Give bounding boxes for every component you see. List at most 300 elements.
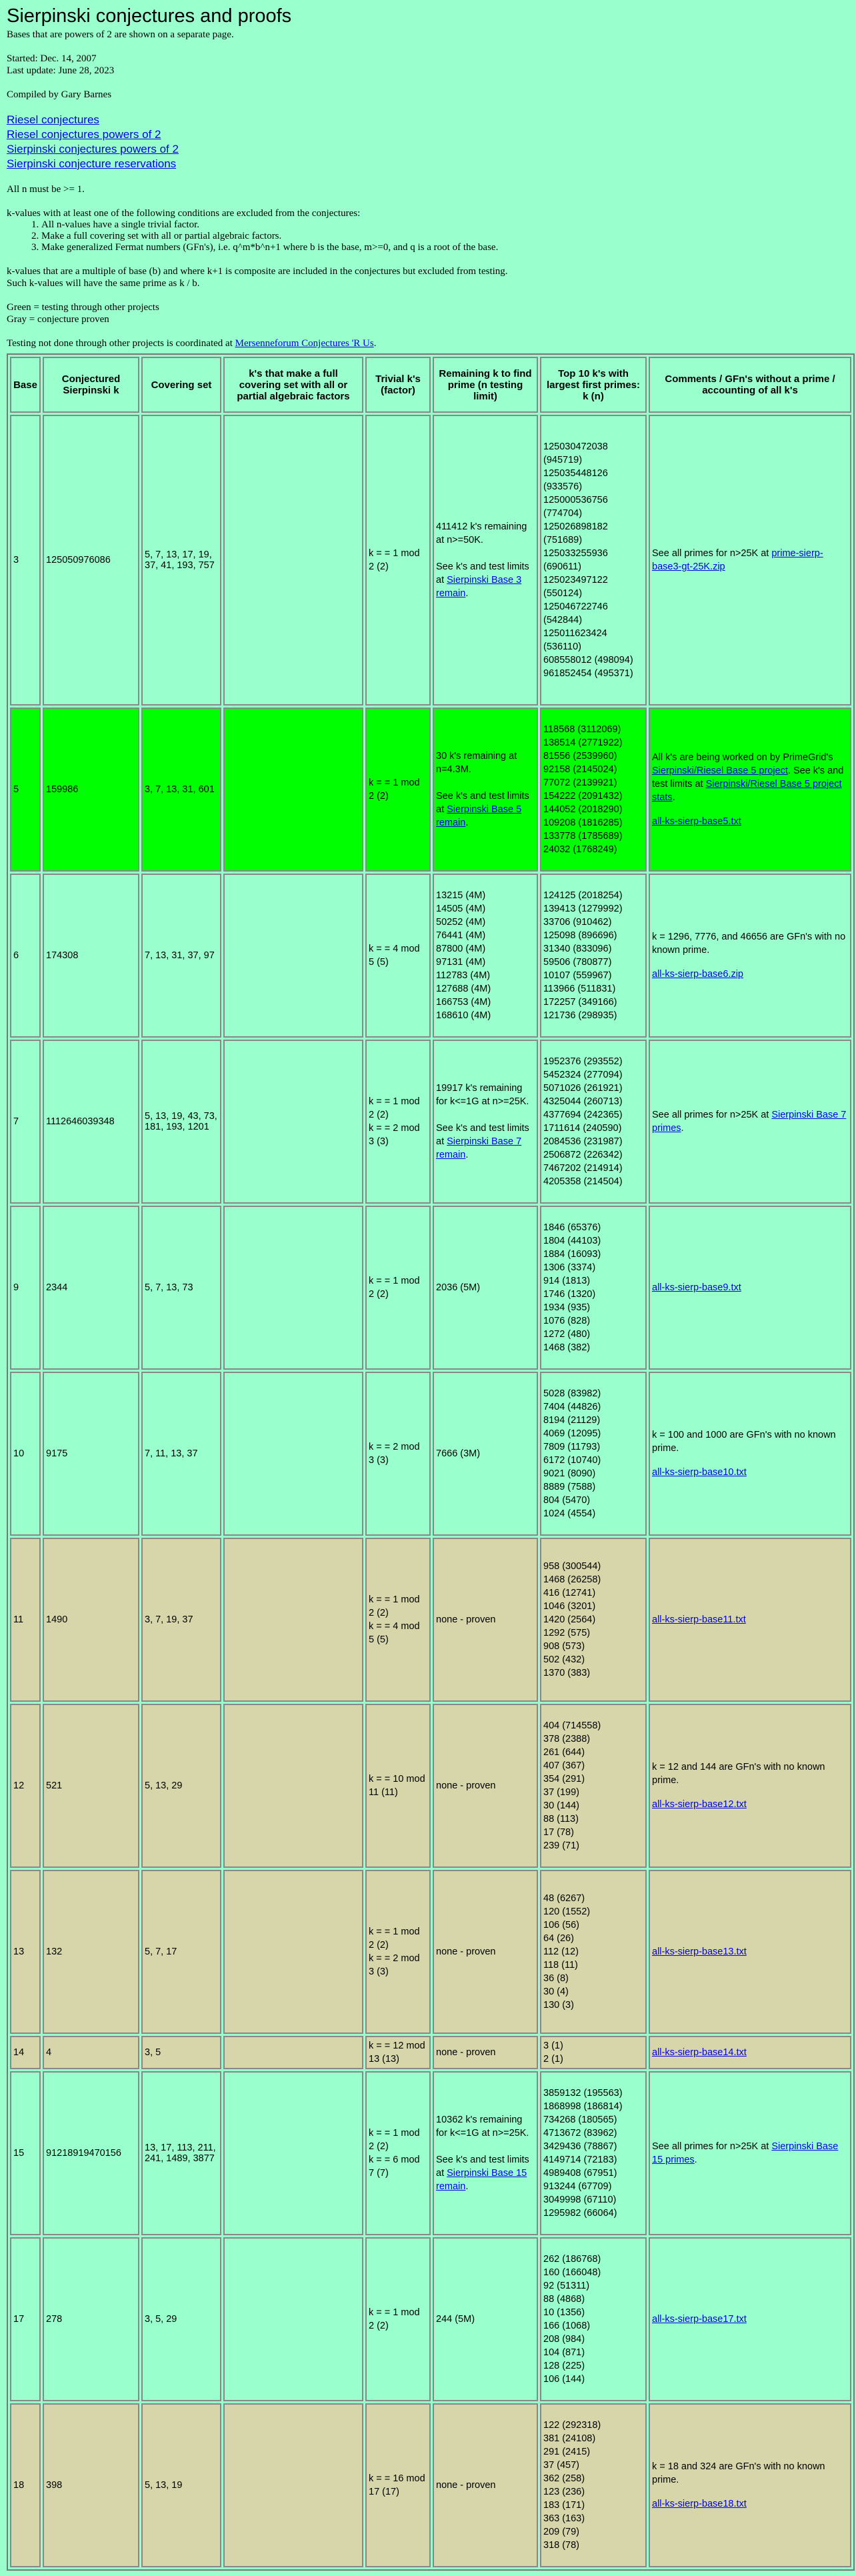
top-prime: 354 (291) — [543, 1774, 585, 1784]
top-prime: 125033255936 (690611) — [543, 548, 608, 572]
top-prime: 125030472038 (945719) — [543, 441, 608, 465]
top-prime: 1934 (935) — [543, 1302, 591, 1313]
trivial-k: k = = 1 mod 2 (2) — [369, 2307, 420, 2331]
trivial-k: k = = 6 mod 7 (7) — [369, 2155, 420, 2179]
comment-prefix: See all primes for n>25K at — [652, 548, 772, 559]
algebraic-ks-cell — [223, 1372, 363, 1536]
top-prime: 30 (144) — [543, 1800, 580, 1811]
nav-links — [7, 113, 849, 171]
trivial-ks-cell — [365, 2036, 431, 2069]
covering-set-cell: 3, 7, 13, 31, 601 — [141, 708, 221, 872]
trivial-k: k = = 1 mod 2 (2) — [369, 1096, 420, 1120]
top-prime: 1746 (1320) — [543, 1289, 596, 1300]
top-prime: 166 (1068) — [543, 2321, 591, 2331]
subtitle: Bases that are powers of 2 are shown on a separate page. — [7, 29, 234, 40]
top-prime: 3049998 (67110) — [543, 2195, 617, 2205]
top-prime: 262 (186768) — [543, 2254, 601, 2265]
top-prime: 9021 (8090) — [543, 1468, 596, 1479]
comment-file — [652, 2313, 848, 2326]
top-prime: 59506 (780877) — [543, 957, 612, 968]
remaining-text: none - proven — [436, 2480, 496, 2491]
top-prime: 130 (3) — [543, 2000, 574, 2011]
top-prime: 120 (1552) — [543, 1906, 591, 1917]
top-prime: 106 (56) — [543, 1920, 580, 1930]
top-prime: 31340 (833096) — [543, 944, 612, 954]
download-link[interactable]: all-ks-sierp-base12.txt — [652, 1799, 747, 1810]
top-prime: 363 (163) — [543, 2513, 585, 2524]
top-prime: 125026898182 (751689) — [543, 521, 608, 545]
comments-cell — [649, 2237, 851, 2401]
algebraic-ks-cell — [223, 2036, 363, 2069]
remaining-text: 30 k's remaining at n=4.3M. — [436, 751, 517, 775]
top-prime: 4149714 (72183) — [543, 2155, 617, 2165]
top-prime: 208 (984) — [543, 2334, 585, 2345]
trivial-k: k = = 4 mod 5 (5) — [369, 944, 420, 968]
base-cell: 18 — [10, 2403, 41, 2567]
top-prime: 1846 (65376) — [543, 1222, 601, 1233]
covering-set-cell: 13, 17, 113, 211, 241, 1489, 3877 — [141, 2071, 221, 2235]
top-10-cell — [540, 415, 647, 706]
top-prime: 92 (51311) — [543, 2281, 590, 2291]
table-row — [10, 1206, 851, 1370]
top-prime: 30 (4) — [543, 1987, 569, 1997]
remaining-k: 166753 (4M) — [436, 997, 491, 1008]
top-prime: 608558012 (498094) — [543, 655, 633, 666]
trivial-k: k = = 1 mod 2 (2) — [369, 548, 420, 572]
comment-text — [652, 547, 848, 573]
conjectured-k-cell: 9175 — [43, 1372, 139, 1536]
top-prime: 1292 (575) — [543, 1628, 591, 1638]
base-cell: 12 — [10, 1704, 41, 1868]
remaining-text: 2036 (5M) — [436, 1282, 481, 1293]
top-prime: 128 (225) — [543, 2361, 585, 2371]
top-prime: 3429436 (78867) — [543, 2141, 617, 2152]
comments-cell — [649, 874, 851, 1038]
top-prime: 961852454 (495371) — [543, 668, 633, 679]
base-cell: 7 — [10, 1040, 41, 1204]
remaining-link-text — [436, 790, 535, 830]
conjectured-k-cell: 125050976086 — [43, 415, 139, 706]
remaining-prefix: See k's and test limits at — [436, 1123, 529, 1147]
top-prime: 404 (714558) — [543, 1720, 601, 1731]
top-prime: 5452324 (277094) — [543, 1070, 623, 1080]
table-row — [10, 2237, 851, 2401]
exclusion-item: 1. All n-values have a single trivial factor. — [41, 219, 849, 231]
trivial-k: k = = 2 mod 3 (3) — [369, 1442, 420, 1466]
started-date: Started: Dec. 14, 2007 — [7, 53, 97, 64]
trivial-k: k = = 1 mod 2 (2) — [369, 778, 420, 802]
remaining-text: 7666 (3M) — [436, 1448, 481, 1459]
top-prime: 118568 (3112069) — [543, 724, 621, 735]
base-cell: 6 — [10, 874, 41, 1038]
top-prime: 64 (26) — [543, 1933, 574, 1944]
remaining-k: 112783 (4M) — [436, 970, 491, 981]
top-prime: 4325044 (260713) — [543, 1096, 623, 1107]
top-prime: 106 (144) — [543, 2374, 585, 2385]
comment-file — [652, 815, 848, 828]
remaining-suffix: . — [465, 588, 469, 599]
trivial-k: k = = 12 mod 13 (13) — [369, 2041, 425, 2065]
link-conjectures-r-us[interactable]: Mersenneforum Conjectures 'R Us — [235, 338, 374, 349]
top-prime: 1468 (26258) — [543, 1574, 601, 1585]
testing-note: Testing not done through other projects is coordinated at Mersenneforum Conjectures 'R Us. — [7, 338, 377, 349]
comments-cell — [649, 2071, 851, 2235]
comments-cell — [649, 708, 851, 872]
covering-set-cell: 7, 13, 31, 37, 97 — [141, 874, 221, 1038]
top-prime: 81556 (2539960) — [543, 751, 617, 762]
remaining-cell — [433, 2403, 538, 2567]
trivial-ks-cell — [365, 1538, 431, 1702]
top-prime: 144052 (2018290) — [543, 804, 623, 815]
top-prime: 125046722746 (542844) — [543, 601, 608, 625]
remaining-k: 76441 (4M) — [436, 930, 486, 941]
top-10-cell — [540, 1206, 647, 1370]
remaining-suffix: . — [465, 818, 469, 828]
download-link[interactable]: all-ks-sierp-base9.txt — [652, 1282, 741, 1293]
top-prime: 1295982 (66064) — [543, 2208, 617, 2219]
table-header-row — [10, 357, 851, 413]
top-prime: 4989408 (67951) — [543, 2168, 617, 2179]
multiple-note: k-values that are a multiple of base (b) and where k+1 is composite are included in the conjectures but excluded from testing. — [7, 266, 508, 277]
header-top-10: Top 10 k's with largest first primes: k (n) — [540, 357, 647, 413]
top-prime: 913244 (67709) — [543, 2181, 612, 2192]
exclusion-item: 3. Make generalized Fermat numbers (GFn's), i.e. q^m*b^n+1 where b is the base, m>=0, and q is a root of the base. — [41, 242, 849, 253]
comments-cell — [649, 1206, 851, 1370]
comment-file — [652, 1798, 848, 1811]
top-prime: 1884 (16093) — [543, 1249, 601, 1260]
table-row — [10, 1538, 851, 1702]
top-prime: 37 (457) — [543, 2460, 580, 2471]
remaining-text: none - proven — [436, 1947, 496, 1957]
covering-set-cell: 5, 13, 19 — [141, 2403, 221, 2567]
comment-text — [652, 751, 848, 804]
legend-gray: Gray = conjecture proven — [7, 314, 109, 325]
remaining-k: 50252 (4M) — [436, 917, 486, 928]
download-link[interactable]: all-ks-sierp-base10.txt — [652, 1467, 747, 1478]
remaining-link[interactable]: Sierpinski Base 3 remain — [436, 575, 522, 599]
remaining-link[interactable]: Sierpinski Base 15 remain — [436, 2168, 527, 2192]
top-prime: 113966 (511831) — [543, 984, 616, 994]
remaining-cell — [433, 1704, 538, 1868]
remaining-prefix: See k's and test limits at — [436, 791, 529, 815]
trivial-k: k = = 1 mod 2 (2) — [369, 2128, 420, 2152]
comments-cell — [649, 1538, 851, 1702]
link-sierpinski-reservations[interactable]: Sierpinski conjecture reservations — [7, 157, 177, 170]
top-prime: 125098 (896696) — [543, 930, 617, 941]
top-10-cell — [540, 2071, 647, 2235]
top-10-cell — [540, 874, 647, 1038]
remaining-k: 127688 (4M) — [436, 984, 491, 994]
download-link[interactable]: all-ks-sierp-base5.txt — [652, 816, 741, 827]
top-prime: 10 (1356) — [543, 2307, 585, 2318]
header-covering-set: Covering set — [141, 357, 221, 413]
comments-cell — [649, 1040, 851, 1204]
download-link[interactable]: all-ks-sierp-base17.txt — [652, 2314, 747, 2325]
download-link[interactable]: all-ks-sierp-base18.txt — [652, 2499, 747, 2509]
top-10-cell — [540, 1372, 647, 1536]
covering-set-cell: 3, 7, 19, 37 — [141, 1538, 221, 1702]
top-prime: 1046 (3201) — [543, 1601, 596, 1612]
top-prime: 7809 (11793) — [543, 1442, 601, 1452]
top-prime: 8194 (21129) — [543, 1415, 601, 1426]
remaining-link[interactable]: Sierpinski Base 7 remain — [436, 1136, 522, 1160]
remaining-cell — [433, 1372, 538, 1536]
comments-cell — [649, 2403, 851, 2567]
remaining-cell — [433, 874, 538, 1038]
remaining-cell — [433, 415, 538, 706]
comment-link[interactable]: Sierpinski Base 15 primes — [652, 2141, 839, 2165]
link-sierpinski-powers-of-2[interactable]: Sierpinski conjectures powers of 2 — [7, 143, 179, 155]
table-row — [10, 2403, 851, 2567]
top-prime: 1024 (4554) — [543, 1508, 596, 1519]
remaining-text: 244 (5M) — [436, 2314, 475, 2325]
link-riesel-conjectures[interactable]: Riesel conjectures — [7, 113, 99, 126]
header-comments: Comments / GFn's without a prime / accounting of all k's — [649, 357, 851, 413]
top-prime: 2 (1) — [543, 2054, 563, 2065]
comment-file — [652, 1613, 848, 1626]
exclusion-item: 2. Make a full covering set with all or partial algebraic factors. — [41, 231, 849, 242]
top-prime: 92158 (2145024) — [543, 764, 617, 775]
conjectured-k-cell: 91218919470156 — [43, 2071, 139, 2235]
trivial-k: k = = 1 mod 2 (2) — [369, 1276, 420, 1300]
top-prime: 10107 (559967) — [543, 970, 612, 981]
table-row — [10, 2071, 851, 2235]
top-prime: 318 (78) — [543, 2540, 580, 2551]
algebraic-ks-cell — [223, 1040, 363, 1204]
remaining-link-text — [436, 2153, 535, 2193]
conjectured-k-cell: 2344 — [43, 1206, 139, 1370]
top-prime: 7467202 (214914) — [543, 1163, 623, 1174]
comments-cell — [649, 1372, 851, 1536]
top-prime: 109208 (1816285) — [543, 818, 623, 828]
remaining-k: 97131 (4M) — [436, 957, 486, 968]
base-cell: 14 — [10, 2036, 41, 2069]
page-title: Sierpinski conjectures and proofs — [7, 5, 292, 27]
remaining-k: 14505 (4M) — [436, 904, 486, 914]
top-prime: 381 (24108) — [543, 2433, 596, 2444]
base-cell: 17 — [10, 2237, 41, 2401]
download-link[interactable]: all-ks-sierp-base11.txt — [652, 1614, 746, 1625]
trivial-k: k = = 16 mod 17 (17) — [369, 2473, 425, 2497]
algebraic-ks-cell — [223, 1704, 363, 1868]
conjectured-k-cell: 521 — [43, 1704, 139, 1868]
algebraic-ks-cell — [223, 1538, 363, 1702]
top-prime: 125023497122 (550124) — [543, 575, 608, 599]
remaining-cell — [433, 2036, 538, 2069]
base-cell: 11 — [10, 1538, 41, 1702]
top-prime: 125000536756 (774704) — [543, 495, 608, 519]
conjectured-k-cell: 1112646039348 — [43, 1040, 139, 1204]
top-prime: 154222 (2091432) — [543, 791, 623, 802]
remaining-cell — [433, 2071, 538, 2235]
remaining-cell — [433, 1206, 538, 1370]
remaining-cell — [433, 2237, 538, 2401]
top-prime: 124125 (2018254) — [543, 890, 623, 901]
top-prime: 123 (236) — [543, 2487, 585, 2497]
base-cell: 13 — [10, 1870, 41, 2034]
remaining-text: 10362 k's remaining for k<=1G at n>=25K. — [436, 2115, 529, 2139]
remaining-prefix: See k's and test limits at — [436, 561, 529, 585]
top-prime: 3859132 (195563) — [543, 2088, 623, 2099]
top-prime: 1306 (3374) — [543, 1262, 596, 1273]
trivial-ks-cell — [365, 2071, 431, 2235]
comment-text: k = 100 and 1000 are GFn's with no known prime. — [652, 1430, 836, 1454]
top-prime: 4713672 (83962) — [543, 2128, 617, 2139]
remaining-suffix: . — [465, 1150, 469, 1160]
covering-set-cell: 7, 11, 13, 37 — [141, 1372, 221, 1536]
base-cell: 9 — [10, 1206, 41, 1370]
remaining-link-text — [436, 1122, 535, 1162]
algebraic-ks-cell — [223, 2403, 363, 2567]
top-prime: 1420 (2564) — [543, 1614, 596, 1625]
comment-file — [652, 1281, 848, 1294]
top-prime: 5028 (83982) — [543, 1388, 601, 1399]
conjectured-k-cell: 278 — [43, 2237, 139, 2401]
top-prime: 112 (12) — [543, 1947, 579, 1957]
conjectured-k-cell: 132 — [43, 1870, 139, 2034]
algebraic-ks-cell — [223, 2237, 363, 2401]
base-cell: 5 — [10, 708, 41, 872]
top-prime: 209 (79) — [543, 2527, 580, 2537]
trivial-k: k = = 2 mod 3 (3) — [369, 1123, 420, 1147]
comments-cell — [649, 415, 851, 706]
top-10-cell — [540, 1870, 647, 2034]
top-prime: 36 (8) — [543, 1973, 569, 1984]
table-row — [10, 2036, 851, 2069]
link-riesel-powers-of-2[interactable]: Riesel conjectures powers of 2 — [7, 128, 161, 141]
top-prime: 37 (199) — [543, 1787, 580, 1798]
exclusion-intro: k-values with at least one of the following conditions are excluded from the conjectures: — [7, 208, 361, 219]
top-10-cell — [540, 708, 647, 872]
download-link[interactable]: all-ks-sierp-base13.txt — [652, 1947, 747, 1957]
top-prime: 4377694 (242365) — [543, 1110, 623, 1120]
conjectures-table — [7, 353, 855, 2571]
exclusion-list — [7, 219, 849, 253]
top-prime: 2084536 (231987) — [543, 1136, 623, 1147]
comment-link[interactable]: Sierpinski/Riesel Base 5 project stats — [652, 779, 842, 803]
remaining-cell — [433, 1040, 538, 1204]
trivial-k: k = = 4 mod 5 (5) — [369, 1621, 420, 1645]
covering-set-cell: 5, 13, 29 — [141, 1704, 221, 1868]
remaining-text: none - proven — [436, 2047, 496, 2058]
base-cell: 3 — [10, 415, 41, 706]
base-cell: 10 — [10, 1372, 41, 1536]
top-10-cell — [540, 2237, 647, 2401]
comments-cell — [649, 1704, 851, 1868]
top-prime: 3 (1) — [543, 2041, 563, 2051]
covering-set-cell: 5, 7, 13, 73 — [141, 1206, 221, 1370]
remaining-text: none - proven — [436, 1780, 496, 1791]
algebraic-ks-cell — [223, 415, 363, 706]
top-prime: 33706 (910462) — [543, 917, 612, 928]
comment-suffix: . — [681, 1123, 684, 1134]
remaining-link[interactable]: Sierpinski Base 5 remain — [436, 804, 522, 828]
covering-set-cell: 3, 5 — [141, 2036, 221, 2069]
top-prime: 502 (432) — [543, 1654, 585, 1665]
compiled-by: Compiled by Gary Barnes — [7, 89, 112, 100]
conjectured-k-cell: 398 — [43, 2403, 139, 2567]
algebraic-ks-cell — [223, 1870, 363, 2034]
top-prime: 4205358 (214504) — [543, 1176, 623, 1187]
comment-text — [652, 1108, 848, 1135]
table-row — [10, 874, 851, 1038]
top-prime: 1076 (828) — [543, 1316, 591, 1326]
top-prime: 239 (71) — [543, 1840, 580, 1851]
top-prime: 908 (573) — [543, 1641, 585, 1652]
comment-suffix: . — [694, 2155, 697, 2165]
top-prime: 133778 (1785689) — [543, 831, 623, 842]
top-prime: 1804 (44103) — [543, 1236, 601, 1246]
table-row — [10, 708, 851, 872]
top-prime: 121736 (298935) — [543, 1010, 617, 1021]
comment-link[interactable]: prime-sierp-base3-gt-25K.zip — [652, 548, 823, 572]
trivial-ks-cell — [365, 1870, 431, 2034]
top-prime: 1468 (382) — [543, 1342, 591, 1353]
legend-green: Green = testing through other projects — [7, 302, 159, 313]
download-link[interactable]: all-ks-sierp-base6.zip — [652, 969, 743, 980]
trivial-ks-cell — [365, 2403, 431, 2567]
conjectured-k-cell: 174308 — [43, 874, 139, 1038]
comment-link[interactable]: Sierpinski Base 7 primes — [652, 1110, 847, 1134]
top-prime: 1370 (383) — [543, 1668, 591, 1678]
top-prime: 104 (871) — [543, 2347, 585, 2358]
download-link[interactable]: all-ks-sierp-base14.txt — [652, 2047, 747, 2058]
table-row — [10, 1870, 851, 2034]
comment-suffix: . See k's and test limits at — [652, 766, 844, 790]
top-prime: 48 (6267) — [543, 1893, 585, 1904]
top-prime: 958 (300544) — [543, 1561, 601, 1572]
top-10-cell — [540, 2403, 647, 2567]
top-prime: 1272 (480) — [543, 1329, 591, 1340]
trivial-ks-cell — [365, 1040, 431, 1204]
comment-link[interactable]: Sierpinski/Riesel Base 5 project — [652, 766, 788, 776]
top-prime: 2506872 (226342) — [543, 1150, 623, 1160]
conjectured-k-cell: 159986 — [43, 708, 139, 872]
covering-set-cell: 3, 5, 29 — [141, 2237, 221, 2401]
top-prime: 914 (1813) — [543, 1276, 591, 1286]
top-prime: 17 (78) — [543, 1827, 574, 1838]
table-row — [10, 415, 851, 706]
comments-cell — [649, 1870, 851, 2034]
covering-set-cell: 5, 7, 17 — [141, 1870, 221, 2034]
top-prime: 6172 (10740) — [543, 1455, 601, 1466]
top-10-cell — [540, 1704, 647, 1868]
comment-file — [652, 2046, 848, 2059]
comment-text: k = 18 and 324 are GFn's with no known prime. — [652, 2461, 825, 2485]
top-prime: 804 (5470) — [543, 1495, 591, 1506]
comment-file — [652, 2497, 848, 2511]
remaining-text: 19917 k's remaining for k<=1G at n>=25K. — [436, 1083, 529, 1107]
top-prime: 1868998 (186814) — [543, 2101, 623, 2112]
comment-text: k = 1296, 7776, and 46656 are GFn's with no known prime. — [652, 932, 846, 956]
base-cell: 15 — [10, 2071, 41, 2235]
top-prime: 77072 (2139921) — [543, 778, 617, 788]
trivial-ks-cell — [365, 708, 431, 872]
remaining-suffix: . — [465, 2181, 469, 2192]
top-prime: 261 (644) — [543, 1747, 585, 1758]
remaining-k: 13215 (4M) — [436, 890, 486, 901]
trivial-k: k = = 1 mod 2 (2) — [369, 1926, 420, 1951]
comment-file — [652, 968, 848, 981]
remaining-cell — [433, 708, 538, 872]
algebraic-ks-cell — [223, 708, 363, 872]
top-prime: 4069 (12095) — [543, 1428, 601, 1439]
trivial-ks-cell — [365, 2237, 431, 2401]
top-prime: 160 (166048) — [543, 2267, 601, 2278]
top-prime: 118 (11) — [543, 1960, 578, 1971]
comment-suffix: . — [672, 792, 675, 803]
multiple-note: Such k-values will have the same prime as k / b. — [7, 278, 200, 289]
